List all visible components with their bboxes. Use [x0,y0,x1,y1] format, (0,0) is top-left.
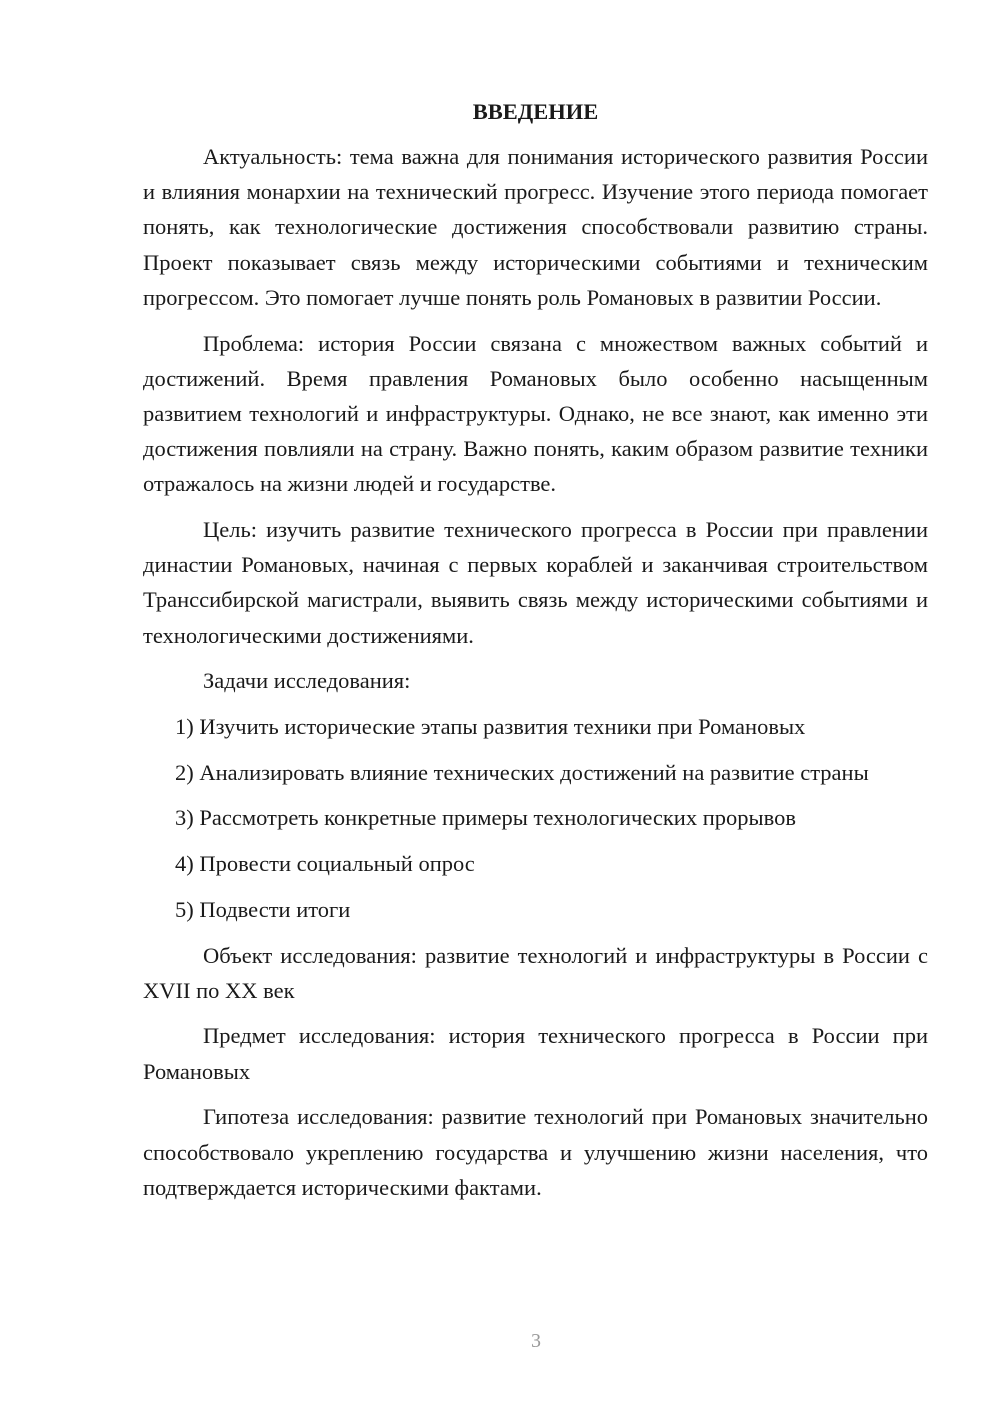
task-item-5: 5) Подвести итоги [175,896,351,922]
document-page [143,94,928,1215]
relevance-paragraph: Актуальность: тема важна для понимания исторического развития России и влияния монархии на технический прогресс. Изучение этого периода помогает понять, как технологические достижения способствовали развитию страны. Проект показывает связь между историческими событиями и техническим прогрессом. Это помогает лучше понять роль Романовых в развитии России. [143,144,928,310]
task-item-4: 4) Провести социальный опрос [175,851,475,877]
page-title: ВВЕДЕНИЕ [472,99,599,124]
tasks-heading: Задачи исследования: [203,668,411,694]
hypothesis-paragraph: Гипотеза исследования: развитие технологий при Романовых значительно способствовало укреплению государства и улучшению жизни населения, что подтверждается историческими фактами. [143,1104,928,1200]
page-number: 3 [531,1330,541,1352]
goal-paragraph: Цель: изучить развитие технического прогресса в России при правлении династии Романовых, начиная с первых кораблей и заканчивая строительством Транссибирской магистрали, выявить связь между историческими событиями и технологическими достижениями. [143,517,928,648]
task-item-3: 3) Рассмотреть конкретные примеры технологических прорывов [175,805,796,831]
tasks-list [143,709,928,927]
object-paragraph: Объект исследования: развитие технологий и инфраструктуры в России с XVII по XX век [143,942,928,1003]
task-item-2: 2) Анализировать влияние технических достижений на развитие страны [175,759,869,785]
task-item-1: 1) Изучить исторические этапы развития техники при Романовых [175,714,806,740]
subject-paragraph: Предмет исследования: история технического прогресса в России при Романовых [143,1023,928,1084]
problem-paragraph: Проблема: история России связана с множеством важных событий и достижений. Время правления Романовых было особенно насыщенным развитием технологий и инфраструктуры. Однако, не все знают, как именно эти достижения повлияли на страну. Важно понять, каким образом развитие техники отражалось на жизни людей и государстве. [143,330,928,497]
